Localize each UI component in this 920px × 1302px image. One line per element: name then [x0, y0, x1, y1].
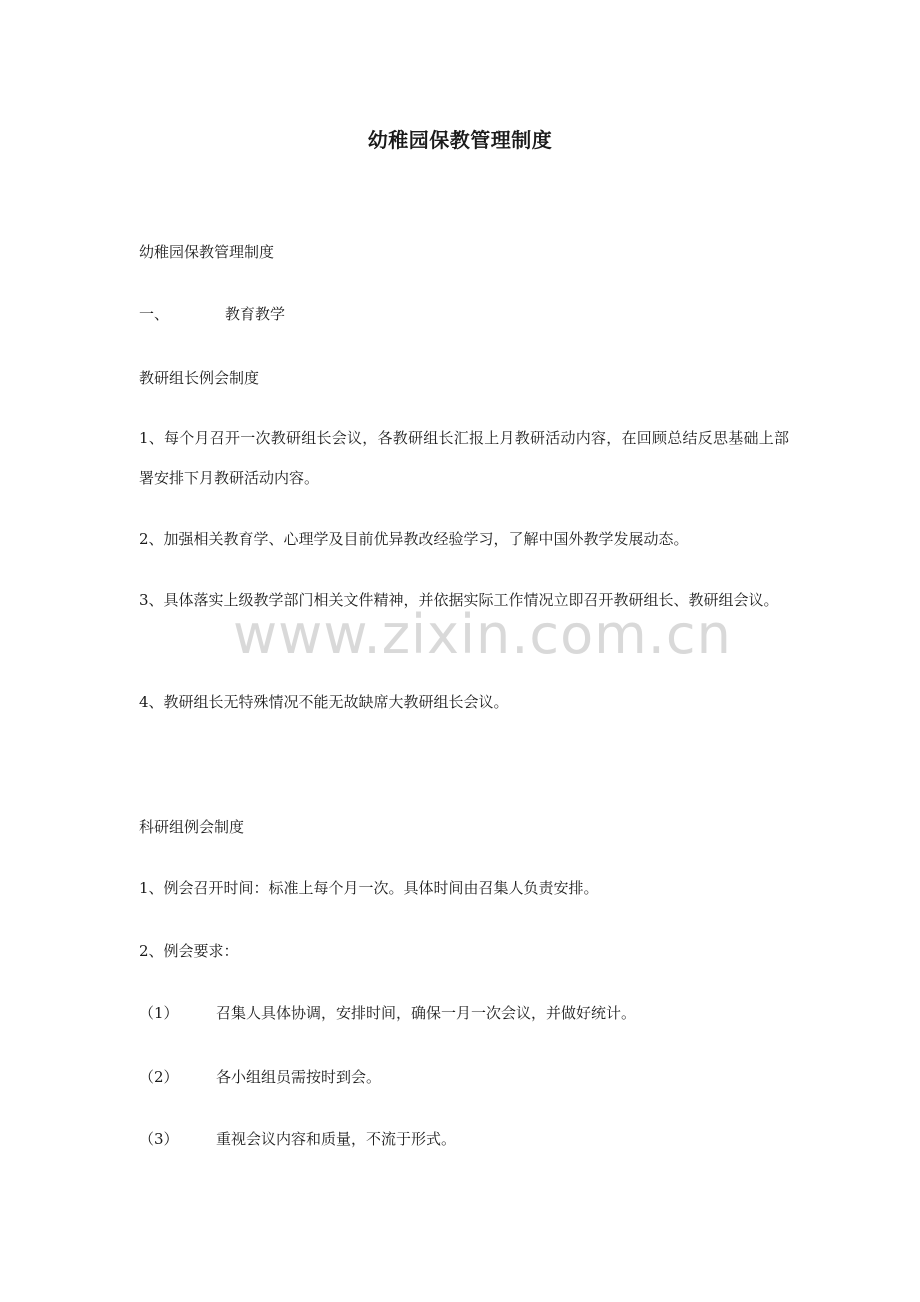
paragraph-item-6: 2、例会要求： [139, 942, 239, 960]
block-heading-research-group: 科研组例会制度 [139, 818, 245, 836]
subitem-text-2: 各小组组员需按时到会。 [216, 1068, 382, 1086]
subitem-number-1: （1） [139, 1004, 179, 1022]
subitem-text-3: 重视会议内容和质量，不流于形式。 [216, 1130, 457, 1148]
paragraph-item-2: 2、加强相关教育学、心理学及目前优异教改经验学习，了解中国外教学发展动态。 [139, 530, 689, 548]
watermark: www.zixin.com.cn [233, 603, 732, 666]
paragraph-item-4: 4、教研组长无特殊情况不能无故缺席大教研组长会议。 [139, 693, 509, 711]
block-heading-teaching-research: 教研组长例会制度 [139, 369, 260, 387]
document-subtitle: 幼稚园保教管理制度 [139, 243, 275, 261]
paragraph-item-5: 1、例会召开时间：标准上每个月一次。具体时间由召集人负责安排。 [139, 879, 599, 897]
subitem-number-3: （3） [139, 1130, 179, 1148]
paragraph-item-3: 3、具体落实上级教学部门相关文件精神，并依据实际工作情况立即召开教研组长、教研组会议。 [139, 591, 779, 609]
document-title: 幼稚园保教管理制度 [367, 128, 553, 152]
section-number: 一、 [139, 305, 170, 323]
section-heading: 教育教学 [225, 305, 286, 323]
paragraph-item-1: 1、每个月召开一次教研组长会议，各教研组长汇报上月教研活动内容，在回顾总结反思基础上部署安排下月教研活动内容。 [139, 429, 789, 487]
subitem-text-1: 召集人具体协调，安排时间，确保一月一次会议，并做好统计。 [216, 1004, 637, 1022]
subitem-number-2: （2） [139, 1068, 179, 1086]
